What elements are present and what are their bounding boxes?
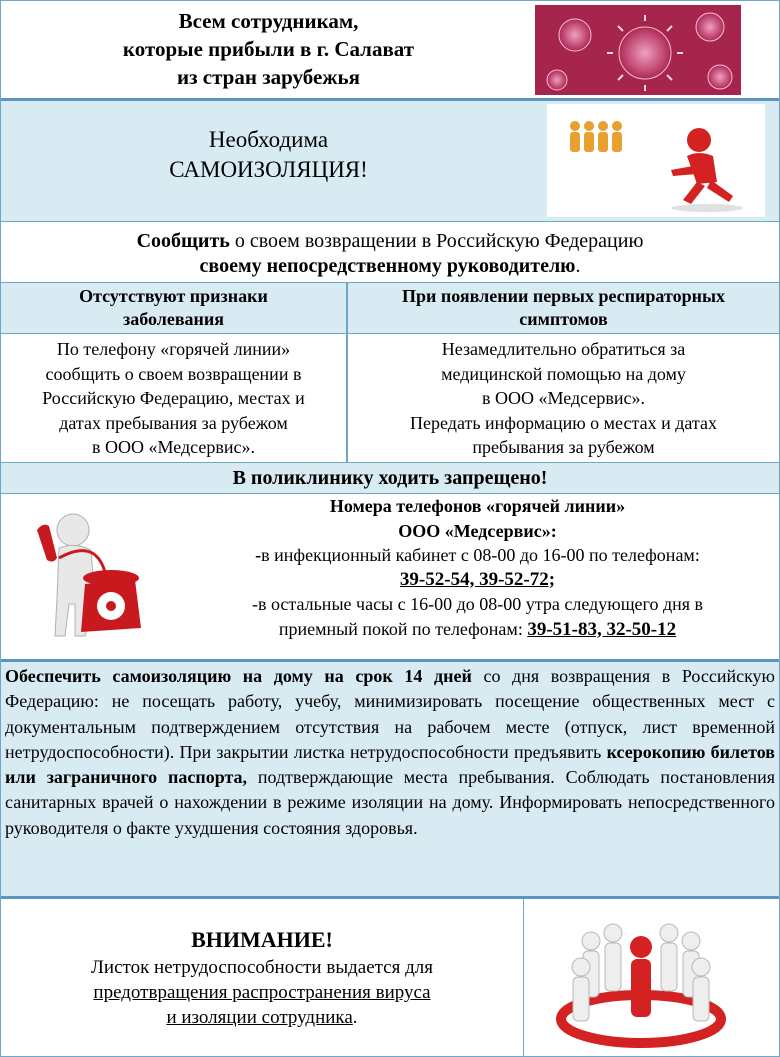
virus-image [535,5,741,95]
group-figure-image [541,907,741,1052]
no-symptoms-text: По телефону «горячей линии» сообщить о своем возвращении в Российскую Федерацию, местах и датах пребывания за рубежом в ООО «Медсервис». [42,339,305,457]
phone-figure-image [15,508,155,643]
hotline-text: Номера телефонов «горячей линии» ООО «Медсервис»: -в инфекционный кабинет с 08-00 до 16-00 по телефонам: 39-52-54, 39-52-72; -в остальные часы с 16-00 до 08-00 утра следующего дня в приемный покой по телефонам: 39-51-83, 32-50-12 [176,494,779,642]
phones-infection: 39-52-54, 39-52-72; [399,568,556,590]
clinic-banner: В поликлинику ходить запрещено! [1,463,779,493]
header-section [1,1,779,98]
columns-body [1,334,779,462]
header-title: Всем сотрудникам, которые прибыли в г. Салават из стран зарубежья [122,9,415,89]
symptoms-header: При появлении первых респираторных симптомов [401,286,725,329]
phones-reception: 39-51-83, 32-50-12 [527,618,677,640]
symptoms-text: Незамедлительно обратиться за медицинской помощью на дому в ООО «Медсервис». Передать информацию о местах и датах пребывания за рубежом [410,339,717,457]
no-symptoms-header: Отсутствуют признаки заболевания [79,286,268,329]
report-section: Сообщить о своем возвращении в Российскую Федерацию своему непосредственному руководителю. [136,230,644,277]
isolated-figure-image [547,104,765,217]
attention-section [1,899,779,1056]
columns-header [1,283,779,333]
attention-text: ВНИМАНИЕ! Листок нетрудоспособности выдается для предотвращения распространения вируса и изоляции сотрудника. [1,925,523,1030]
attention-title: ВНИМАНИЕ! [191,927,333,952]
self-isolation-instructions: Обеспечить самоизоляцию на дому на срок 14 дней со дня возвращения в Российскую Федерацию: не посещать работу, учебу, минимизировать посещение общественных мест с документальным подтверждением отсутствия на рабочем месте (отпуск, лист временной нетрудоспособности). При закрытии листка нетрудоспособности предъявить ксерокопию билетов или заграничного паспорта, подтверждающие места пребывания. Соблюдать постановления санитарных врачей о нахождении в режиме изоляции на дому. Информировать непосредственного руководителя о факте ухудшения состояния здоровья. [1,662,779,896]
isolation-section [1,101,779,221]
hotline-section [1,494,779,659]
isolation-title: Необходима САМОИЗОЛЯЦИЯ! [169,127,368,182]
